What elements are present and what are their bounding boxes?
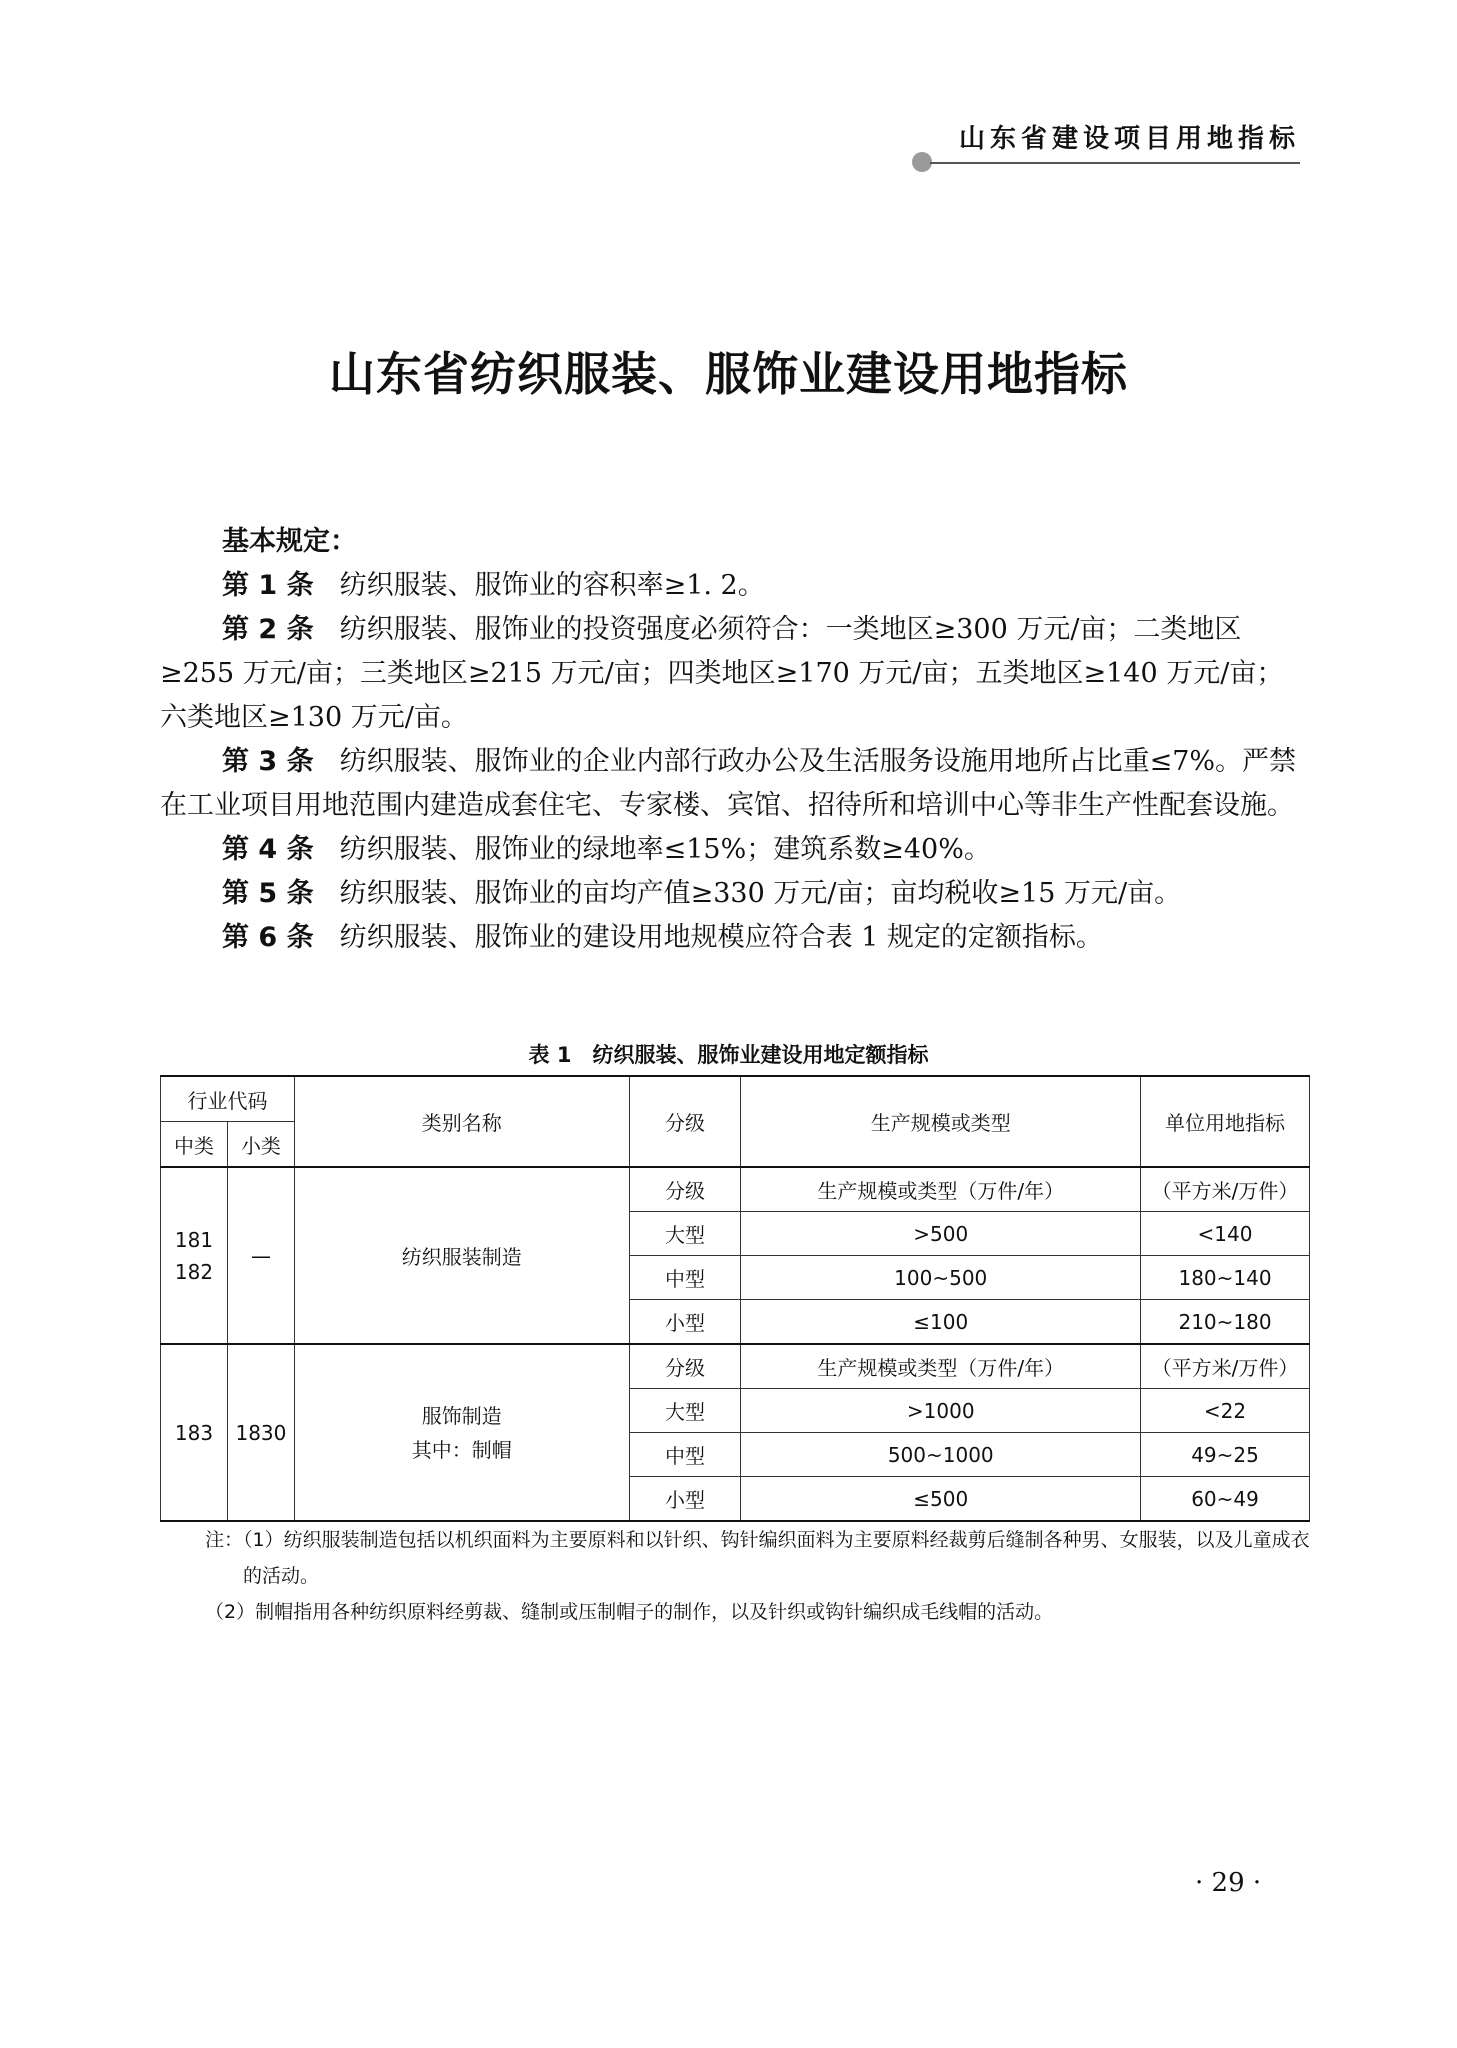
article-2 xyxy=(160,608,1310,740)
cell-grade: 小型 xyxy=(629,1300,741,1345)
cell-grade: 分级 xyxy=(629,1167,741,1212)
cell-sub-class: 1830 xyxy=(227,1344,294,1521)
cell-unit-index: <22 xyxy=(1141,1389,1310,1433)
cell-grade: 大型 xyxy=(629,1212,741,1256)
header-scale: 生产规模或类型 xyxy=(741,1076,1141,1167)
cell-grade: 分级 xyxy=(629,1344,741,1389)
article-text: 纺织服装、服饰业的亩均产值≥330 万元/亩；亩均税收≥15 万元/亩。 xyxy=(339,878,1182,909)
cell-grade: 中型 xyxy=(629,1433,741,1477)
cell-scale: ≤100 xyxy=(741,1300,1141,1345)
article-text: 纺织服装、服饰业的建设用地规模应符合表 1 规定的定额指标。 xyxy=(339,922,1103,953)
cell-unit-index: 49~25 xyxy=(1141,1433,1310,1477)
article-3 xyxy=(160,740,1310,828)
basic-heading-label: 基本规定： xyxy=(222,526,357,557)
article-label: 第 5 条 xyxy=(222,878,314,909)
page-title: 山东省纺织服装、服饰业建设用地指标 xyxy=(329,347,1128,401)
cell-sub-class: — xyxy=(227,1167,294,1344)
article-text: 纺织服装、服饰业的容积率≥1. 2。 xyxy=(339,570,765,601)
header-industry-code: 行业代码 xyxy=(161,1076,295,1122)
article-label: 第 3 条 xyxy=(222,746,314,777)
article-label: 第 4 条 xyxy=(222,834,314,865)
cell-unit-index: （平方米/万件） xyxy=(1141,1167,1310,1212)
header-dot-ornament xyxy=(912,152,932,172)
cell-scale: 100~500 xyxy=(741,1256,1141,1300)
regulation-body xyxy=(160,520,1310,960)
article-6 xyxy=(160,916,1310,960)
cell-scale: 生产规模或类型（万件/年） xyxy=(741,1167,1141,1212)
header-unit-index: 单位用地指标 xyxy=(1141,1076,1310,1167)
cell-category-name: 纺织服装制造 xyxy=(294,1167,629,1344)
header-grade: 分级 xyxy=(629,1076,741,1167)
cell-mid-class: 181 182 xyxy=(161,1167,228,1344)
article-label: 第 2 条 xyxy=(222,614,314,645)
cell-unit-index: <140 xyxy=(1141,1212,1310,1256)
table-row xyxy=(161,1167,1310,1212)
cell-grade: 中型 xyxy=(629,1256,741,1300)
cell-scale: >500 xyxy=(741,1212,1141,1256)
cell-grade: 小型 xyxy=(629,1477,741,1522)
cell-scale: 生产规模或类型（万件/年） xyxy=(741,1344,1141,1389)
article-label: 第 1 条 xyxy=(222,570,314,601)
running-header: 山东省建设项目用地指标 xyxy=(958,124,1300,154)
cell-mid-class: 183 xyxy=(161,1344,228,1521)
page-number: · 29 · xyxy=(1195,1868,1262,1898)
cell-unit-index: 180~140 xyxy=(1141,1256,1310,1300)
cell-scale: 500~1000 xyxy=(741,1433,1141,1477)
article-text: 纺织服装、服饰业的企业内部行政办公及生活服务设施用地所占比重≤7%。严禁在工业项目用地范围内建造成套住宅、专家楼、宾馆、招待所和培训中心等非生产性配套设施。 xyxy=(160,746,1297,821)
header-sub-class: 小类 xyxy=(227,1122,294,1168)
article-label: 第 6 条 xyxy=(222,922,314,953)
header-mid-class: 中类 xyxy=(161,1122,228,1168)
header-rule xyxy=(930,162,1300,164)
table-notes xyxy=(205,1522,1315,1630)
cell-scale: >1000 xyxy=(741,1389,1141,1433)
cell-category-name: 服饰制造 其中：制帽 xyxy=(294,1344,629,1521)
cell-unit-index: 210~180 xyxy=(1141,1300,1310,1345)
table-caption: 表 1 纺织服装、服饰业建设用地定额指标 xyxy=(528,1043,929,1067)
basic-heading xyxy=(160,520,1310,564)
article-5 xyxy=(160,872,1310,916)
note-2: （2）制帽指用各种纺织原料经剪裁、缝制或压制帽子的制作，以及针织或钩针编织成毛线帽的活动。 xyxy=(205,1601,1054,1623)
table-row xyxy=(161,1344,1310,1389)
article-text: 纺织服装、服饰业的投资强度必须符合：一类地区≥300 万元/亩；二类地区≥255 万元/亩；三类地区≥215 万元/亩；四类地区≥170 万元/亩；五类地区≥140 万元/亩；六类地区≥130 万元/亩。 xyxy=(160,614,1284,733)
cell-unit-index: 60~49 xyxy=(1141,1477,1310,1522)
header-category-name: 类别名称 xyxy=(294,1076,629,1167)
note-1: 注：（1）纺织服装制造包括以机织面料为主要原料和以针织、钩针编织面料为主要原料经裁剪后缝制各种男、女服装，以及儿童成衣的活动。 xyxy=(205,1529,1310,1587)
table-header-row xyxy=(161,1076,1310,1122)
cell-unit-index: （平方米/万件） xyxy=(1141,1344,1310,1389)
article-1 xyxy=(160,564,1310,608)
land-quota-table xyxy=(160,1075,1310,1522)
cell-scale: ≤500 xyxy=(741,1477,1141,1522)
cell-grade: 大型 xyxy=(629,1389,741,1433)
article-4 xyxy=(160,828,1310,872)
article-text: 纺织服装、服饰业的绿地率≤15%；建筑系数≥40%。 xyxy=(339,834,991,865)
